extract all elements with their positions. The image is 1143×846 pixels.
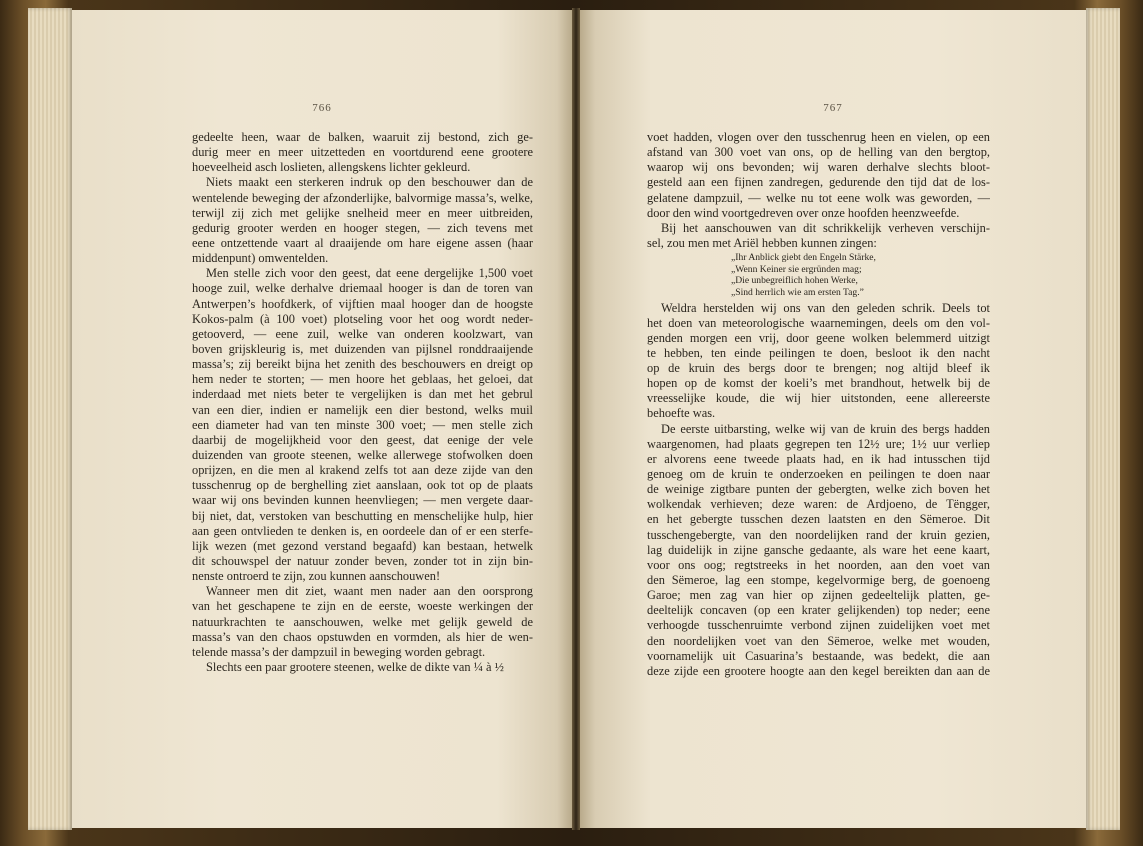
text-line: hem neder te storten; — men hoore het geblaas, het geloei, dat [192, 372, 533, 387]
text-line: gedeelte heen, waar de balken, waaruit zij bestond, zich ge- [192, 130, 533, 144]
text-line: van het geschapene te zijn en de eerste, woeste werkingen der [192, 599, 533, 614]
text-line: behoefte was. [647, 406, 716, 421]
text-line: nenste ontroerd te zijn, zou kunnen aanschouwen! [192, 569, 441, 584]
text-line: waarop wij ons bevonden; wij waren derhalve slechts bloot- [647, 160, 990, 175]
text-line: Garoe; men zag van hier op zijnen gedeeltelijk platten, ge- [647, 588, 990, 603]
text-line: tusschenrug op de berghelling ziet aanslaan, ook tot op de plaats [192, 478, 533, 493]
text-line: Kokos-palm (à 100 voet) plotseling voor het oog wordt neder- [192, 311, 533, 326]
text-line: op de kruin des bergs door te brengen; nog altijd bleef ik [647, 361, 990, 376]
text-line: duizenden van groote steenen, welke allerwege stofwolken doen [192, 447, 533, 462]
poem-line: „Die unbegreiflich hohen Werke, [731, 275, 858, 287]
page-number-left: 766 [312, 102, 332, 114]
text-line: hopen op de komst der koeli’s met brandhout, hetwelk bij de [647, 376, 990, 391]
text-line: genoeg om de kruin te onderzoeken en peilingen te doen naar [647, 467, 990, 482]
poem-line: „Sind herrlich wie am ersten Tag.” [731, 286, 864, 298]
text-line: Wanneer men dit ziet, waant men nader aan den oorsprong [206, 584, 533, 599]
text-line: Bij het aanschouwen van dit schrikkelijk verheven verschijn- [661, 220, 990, 235]
text-line: Antwerpen’s hoofdkerk, of vijftien maal hooger dan de hoogste [192, 296, 533, 311]
page-number-right: 767 [823, 102, 843, 114]
text-line: De eerste uitbarsting, welke wij van de kruin des bergs hadden [661, 421, 990, 436]
text-line: door den wind voortgedreven over onze hoofden heenzweefde. [647, 205, 960, 220]
book-gutter [572, 8, 580, 830]
text-line: en het gebergte tusschen dezen laatsten en den Sëmeroe. Dit [647, 512, 990, 527]
left-page-edges [28, 8, 72, 830]
text-line: gedurig grooter werden en hooger stegen, — zich tevens met [192, 220, 533, 235]
text-line: oprijzen, en die men al krakend zelfs tot aan deze zijde van den [192, 463, 533, 478]
text-line: genden morgen een vrij, door geene wolken belemmerd uitzigt [647, 330, 990, 345]
text-line: verhoogde tusschenruimte verbond zijnen zuidelijken voet met [647, 618, 990, 633]
text-line: deze zijde een grootere hoogte aan den kegel bereikten dan aan de [647, 663, 990, 678]
text-line: Slechts een paar grootere steenen, welke de dikte van ¼ à ½ [206, 659, 504, 674]
text-line: de weinige zigtbare punten der gebergten, welke zich boven het [647, 482, 990, 497]
text-line: voet hadden, vlogen over den tusschenrug heen en vielen, op een [647, 130, 990, 144]
left-page-text [192, 130, 533, 675]
text-line: afstand van 300 voet van ons, op de helling van den bergtop, [647, 145, 990, 160]
text-line: natuurkrachten te aanschouwen, welke met gelijk geweld de [192, 614, 533, 629]
text-line: tusschengebergte, van den noordelijken rand der kruin gezien, [647, 527, 990, 542]
text-line: getooverd, — eene zuil, welke van onderen koolzwart, van [192, 326, 533, 341]
right-text-before-poem [647, 130, 990, 251]
right-text-after-poem [647, 301, 990, 680]
text-line: wentelende beweging der afzonderlijke, balvormige massa’s, welke, [192, 190, 533, 205]
text-line: Weldra herstelden wij ons van den geleden schrik. Deels tot [661, 300, 990, 315]
text-line: vreesselijke koude, die wij hier uitstonden, eene allereerste [647, 391, 990, 406]
text-line: er alvorens eene tweede plaats had, en ik had intusschen tijd [647, 451, 990, 466]
text-line: een diameter had van ten minste 300 voet; — men stelle zich [192, 417, 533, 432]
poem-line: „Ihr Anblick giebt den Engeln Stärke, [731, 252, 876, 264]
text-line: voor ons oog; regtstreeks in het noorden, aan den voet van [647, 557, 990, 572]
text-line: massa’s; zij bereikt bijna het zenith des beschouwers en dreigt op [192, 357, 533, 372]
text-line: middenpunt) omwentelden. [192, 251, 329, 266]
text-line: het doen van meteorologische waarnemingen, deels om den vol- [647, 315, 990, 330]
right-page [580, 10, 1086, 828]
text-line: boven grijskleurig is, met duizenden van pijlsnel ronddraaijende [192, 341, 533, 356]
text-line: waargenomen, had plaats gegrepen ten 12½ ure; 1½ uur verliep [647, 436, 990, 451]
left-page [72, 10, 572, 828]
text-line: Men stelle zich voor den geest, dat eene dergelijke 1,500 voet [206, 266, 533, 281]
text-line: gelatene dampzuil, — welke nu tot eene wolk was geworden, — [647, 190, 990, 205]
text-line: lag duidelijk in zijne gansche gedaante, als ware het eene kaart, [647, 542, 990, 557]
text-line: Niets maakt een sterkeren indruk op den beschouwer dan de [206, 175, 533, 190]
text-line: lijk wezen (met gezond verstand begaafd) kan bestaan, hetwelk [192, 538, 533, 553]
poem-line: „Wenn Keiner sie ergründen mag; [731, 263, 862, 275]
text-line: telende massa’s der dampzuil in beweging worden gebragt. [192, 644, 486, 659]
text-line: voornamelijk uit Casuarina’s bestaande, was bedekt, die aan [647, 648, 990, 663]
text-line: bij niet, dat, verstoken van beschutting en menschelijke hulp, hier [192, 508, 533, 523]
text-line: wolkendak verhieven; deze waren: de Ardjoeno, de Tëngger, [647, 497, 990, 512]
text-line: waar wij ons bevinden kunnen heenvliegen; — men vergete daar- [192, 493, 533, 508]
text-line: terwijl zij zich met gelijke snelheid meer en meer uitbreiden, [192, 205, 533, 220]
text-line: van een dier, indien er namelijk een dier bestond, welks muil [192, 402, 533, 417]
text-line: den Sëmeroe, lag een stompe, kegelvormige berg, de goenoeng [647, 573, 990, 588]
text-line: sel, zou men met Ariël hebben kunnen zingen: [647, 235, 877, 250]
text-line: massa’s van den chaos opstuwden en vormden, als hier de wen- [192, 629, 533, 644]
poem-quote [647, 252, 990, 298]
text-line: dit schouwspel der natuur zonder beven, zonder tot in zijn bin- [192, 553, 533, 568]
text-line: eene ontzettende vaart al draaijende om hare eigene assen (haar [192, 235, 533, 250]
text-line: deeltelijk concaven (op een krater gelijkenden) top neder; eene [647, 603, 990, 618]
right-page-edges [1086, 8, 1120, 830]
text-line: den noordelijken voet van den Sëmeroe, welke met wouden, [647, 633, 990, 648]
text-line: inderdaad met niets beter te vergelijken is dan met het gebrul [192, 387, 533, 402]
text-line: te hebben, ten einde peilingen te doen, besloot ik den nacht [647, 345, 990, 360]
text-line: gesteld aan een fijnen zandregen, gedurende den tijd dat de los- [647, 175, 990, 190]
text-line: hoeveelheid asch loslieten, allengskens lichter gekleurd. [192, 160, 471, 175]
right-page-text [647, 130, 990, 679]
text-line: daarbij de mogelijkheid voor den geest, dat eenige der vele [192, 432, 533, 447]
text-line: hooge zuil, welke derhalve driemaal hooger is dan de toren van [192, 281, 533, 296]
text-line: durig meer en meer uitzetteden en voortdurend eene grootere [192, 145, 533, 160]
text-line: aan geen ontvlieden te denken is, en oordeele dan of er een sterfe- [192, 523, 533, 538]
